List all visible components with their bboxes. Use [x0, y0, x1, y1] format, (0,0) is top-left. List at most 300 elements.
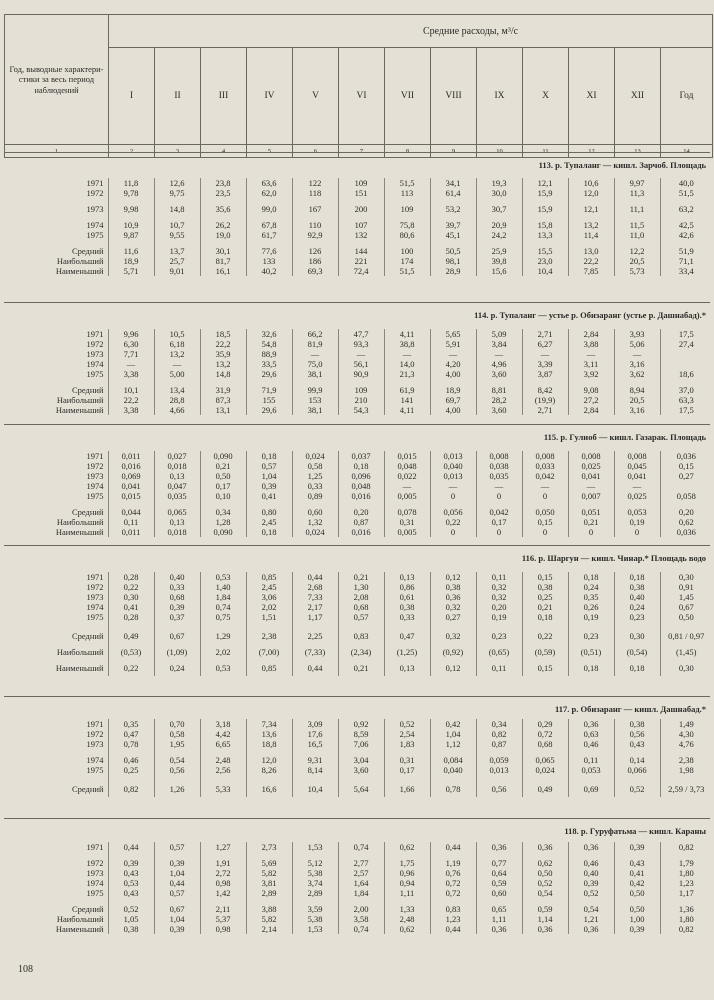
- table-cell: 3,60: [476, 405, 522, 415]
- table-cell: 1,75: [384, 858, 430, 868]
- table-cell: 0,43: [614, 858, 660, 868]
- row-label: Средний: [71, 507, 104, 517]
- table-cell: 3,09: [292, 719, 338, 729]
- table-cell: 9,97: [614, 178, 660, 188]
- table-cell: —: [338, 349, 384, 359]
- row-label: 1974: [86, 481, 104, 491]
- table-cell: 0,12: [430, 572, 476, 582]
- table-cell: 53,2: [430, 204, 476, 214]
- table-cell: 186: [292, 256, 338, 266]
- table-cell: 1,19: [430, 858, 476, 868]
- row-label: 1971: [86, 572, 104, 582]
- row-label: 1972: [86, 188, 104, 198]
- table-cell: 1,04: [154, 868, 200, 878]
- table-cell: 61,9: [384, 385, 430, 395]
- table-cell: 42,6: [660, 230, 712, 240]
- table-cell: 10,4: [522, 266, 568, 276]
- table-cell: 0,39: [246, 481, 292, 491]
- section-table: [4, 451, 712, 537]
- table-cell: 39,8: [476, 256, 522, 266]
- header-month-6: VI: [339, 48, 385, 145]
- table-cell: 0,013: [430, 451, 476, 461]
- table-cell: 51,5: [384, 266, 430, 276]
- table-cell: 0,49: [108, 628, 154, 644]
- table-row: [4, 230, 712, 240]
- table-row: [4, 178, 712, 188]
- table-cell: 0,31: [384, 755, 430, 765]
- table-cell: 0,67: [154, 904, 200, 914]
- table-cell: 3,74: [292, 878, 338, 888]
- table-cell: 4,11: [384, 405, 430, 415]
- table-cell: 40,2: [246, 266, 292, 276]
- header-month-11: XI: [569, 48, 615, 145]
- table-cell: 0,045: [614, 461, 660, 471]
- header-month-4: IV: [247, 48, 293, 145]
- table-cell: (1,09): [154, 644, 200, 660]
- row-label: Наибольший: [56, 395, 104, 405]
- row-label: 1972: [86, 461, 104, 471]
- table-cell: 0,040: [430, 765, 476, 775]
- table-cell: 0,43: [108, 888, 154, 898]
- table-cell: —: [292, 349, 338, 359]
- table-cell: 0,50: [200, 471, 246, 481]
- table-cell: 11,3: [614, 188, 660, 198]
- table-cell: 0,35: [568, 592, 614, 602]
- row-label: Наименьший: [55, 405, 104, 415]
- table-cell: 3,60: [476, 369, 522, 379]
- table-cell: 87,3: [200, 395, 246, 405]
- table-cell: 0,75: [200, 612, 246, 622]
- table-row: [4, 878, 712, 888]
- row-label: 1972: [86, 339, 104, 349]
- table-cell: 22,2: [568, 256, 614, 266]
- table-cell: 3,59: [292, 904, 338, 914]
- table-cell: 0,24: [614, 602, 660, 612]
- table-row: [4, 369, 712, 379]
- table-cell: 11,8: [108, 178, 154, 188]
- table-cell: 0,053: [568, 765, 614, 775]
- row-label: 1974: [86, 878, 104, 888]
- table-cell: 3,60: [338, 765, 384, 775]
- table-cell: 18,8: [246, 739, 292, 749]
- table-cell: 0,015: [384, 451, 430, 461]
- table-cell: 0,78: [108, 739, 154, 749]
- table-cell: 0,61: [384, 592, 430, 602]
- table-cell: 42,5: [660, 220, 712, 230]
- table-cell: 0,78: [430, 781, 476, 797]
- table-cell: 0,23: [568, 628, 614, 644]
- table-cell: 0,91: [660, 582, 712, 592]
- section-table: [4, 329, 712, 415]
- table-cell: 0,041: [614, 471, 660, 481]
- table-cell: 0,53: [200, 572, 246, 582]
- table-row: [4, 349, 712, 359]
- table-cell: 0,13: [154, 471, 200, 481]
- section-title: 115. р. Гулиоб — кишл. Газарак. Площадь: [543, 432, 706, 442]
- table-cell: 2,57: [338, 868, 384, 878]
- table-cell: 100: [384, 246, 430, 256]
- table-cell: 12,1: [522, 178, 568, 188]
- table-cell: 13,0: [568, 246, 614, 256]
- table-cell: 8,94: [614, 385, 660, 395]
- row-label: Средний: [71, 246, 104, 256]
- table-cell: 0,94: [384, 878, 430, 888]
- table-cell: 14,0: [384, 359, 430, 369]
- table-cell: 0,46: [108, 755, 154, 765]
- table-cell: 12,1: [568, 204, 614, 214]
- table-cell: 221: [338, 256, 384, 266]
- table-cell: 13,2: [154, 349, 200, 359]
- table-cell: 19,0: [200, 230, 246, 240]
- table-cell: 37,0: [660, 385, 712, 395]
- table-cell: —: [384, 349, 430, 359]
- table-cell: 0,65: [476, 904, 522, 914]
- table-row: [4, 644, 712, 660]
- table-row: [4, 858, 712, 868]
- table-cell: 107: [338, 220, 384, 230]
- table-cell: 0,33: [292, 481, 338, 491]
- table-cell: 0,23: [476, 628, 522, 644]
- table-cell: 61,7: [246, 230, 292, 240]
- table-cell: 0,011: [108, 527, 154, 537]
- table-cell: 3,92: [568, 369, 614, 379]
- table-cell: 0,38: [384, 602, 430, 612]
- table-cell: 3,88: [246, 904, 292, 914]
- header-col-number: 1: [5, 145, 109, 158]
- table-cell: 0,34: [200, 507, 246, 517]
- table-cell: 0,13: [384, 660, 430, 676]
- table-cell: 0,44: [292, 572, 338, 582]
- table-cell: 0,62: [660, 517, 712, 527]
- table-cell: —: [522, 481, 568, 491]
- table-row: [4, 739, 712, 749]
- row-label: Наибольший: [56, 914, 104, 924]
- table-cell: 9,96: [108, 329, 154, 339]
- table-cell: 10,6: [568, 178, 614, 188]
- table-cell: 0,10: [200, 491, 246, 501]
- table-cell: 11,4: [568, 230, 614, 240]
- table-cell: 7,71: [108, 349, 154, 359]
- table-cell: 0,43: [108, 868, 154, 878]
- row-label: 1972: [86, 858, 104, 868]
- table-cell: 0,035: [476, 471, 522, 481]
- table-cell: 1,36: [660, 904, 712, 914]
- table-cell: 9,55: [154, 230, 200, 240]
- table-cell: 0,041: [568, 471, 614, 481]
- table-row: [4, 188, 712, 198]
- table-cell: 0,25: [522, 592, 568, 602]
- table-row: [4, 582, 712, 592]
- table-cell: 15,5: [522, 246, 568, 256]
- row-label: 1971: [86, 178, 104, 188]
- table-cell: 0,44: [154, 878, 200, 888]
- table-cell: 26,2: [200, 220, 246, 230]
- table-cell: 81,9: [292, 339, 338, 349]
- table-cell: 10,7: [154, 220, 200, 230]
- table-cell: 13,7: [154, 246, 200, 256]
- table-cell: 0,58: [292, 461, 338, 471]
- table-cell: 1,32: [292, 517, 338, 527]
- table-cell: 0: [430, 527, 476, 537]
- header-col-number: 7: [339, 145, 385, 158]
- table-cell: 0,059: [476, 755, 522, 765]
- row-label: Наибольший: [56, 517, 104, 527]
- table-row: [4, 395, 712, 405]
- row-label: Наименьший: [55, 527, 104, 537]
- table-cell: 109: [338, 178, 384, 188]
- header-month-9: IX: [477, 48, 523, 145]
- table-cell: 0,23: [614, 612, 660, 622]
- table-cell: 0,21: [200, 461, 246, 471]
- table-cell: 77,6: [246, 246, 292, 256]
- table-cell: 0,54: [154, 755, 200, 765]
- table-cell: 0,18: [338, 461, 384, 471]
- table-cell: (19,9): [522, 395, 568, 405]
- table-cell: 6,27: [522, 339, 568, 349]
- table-cell: 54,8: [246, 339, 292, 349]
- table-cell: 0,11: [476, 660, 522, 676]
- table-cell: 63,2: [660, 204, 712, 214]
- table-cell: 0,32: [476, 592, 522, 602]
- row-label: 1973: [86, 592, 104, 602]
- table-cell: 3,58: [338, 914, 384, 924]
- table-cell: 0,22: [430, 517, 476, 527]
- table-cell: 3,81: [246, 878, 292, 888]
- table-cell: 2,77: [338, 858, 384, 868]
- table-cell: 0,72: [522, 729, 568, 739]
- table-cell: 1,05: [108, 914, 154, 924]
- header-stub: Год, выводные характери-стики за весь период наблюдений: [5, 15, 109, 145]
- table-cell: 0,008: [568, 451, 614, 461]
- table-cell: 2,56: [200, 765, 246, 775]
- table-cell: 0,44: [430, 842, 476, 852]
- table-cell: 31,9: [200, 385, 246, 395]
- table-cell: 1,27: [200, 842, 246, 852]
- row-label: 1971: [86, 451, 104, 461]
- table-row: [4, 888, 712, 898]
- table-cell: 5,64: [338, 781, 384, 797]
- table-cell: (0,51): [568, 644, 614, 660]
- table-cell: 1,64: [338, 878, 384, 888]
- table-cell: 5,71: [108, 266, 154, 276]
- table-cell: 0: [430, 491, 476, 501]
- table-cell: 0,15: [522, 517, 568, 527]
- table-cell: (2,34): [338, 644, 384, 660]
- table-cell: 80,6: [384, 230, 430, 240]
- table-cell: 0,62: [384, 842, 430, 852]
- table-cell: 0,83: [338, 628, 384, 644]
- table-cell: 9,87: [108, 230, 154, 240]
- table-cell: 16,5: [292, 739, 338, 749]
- table-cell: 0,27: [430, 612, 476, 622]
- table-cell: 3,87: [522, 369, 568, 379]
- row-label: 1975: [86, 491, 104, 501]
- table-cell: 0,025: [568, 461, 614, 471]
- table-cell: 133: [246, 256, 292, 266]
- table-cell: 1,84: [200, 592, 246, 602]
- table-cell: 20,5: [614, 395, 660, 405]
- table-cell: 2,89: [246, 888, 292, 898]
- header-col-number: 4: [201, 145, 247, 158]
- table-cell: 0,15: [522, 660, 568, 676]
- table-cell: 3,16: [614, 405, 660, 415]
- table-cell: 1,17: [660, 888, 712, 898]
- table-cell: 0,59: [476, 878, 522, 888]
- table-cell: 0,005: [384, 491, 430, 501]
- table-cell: 0,36: [476, 842, 522, 852]
- table-cell: 3,38: [108, 405, 154, 415]
- table-cell: 1,00: [614, 914, 660, 924]
- table-cell: 63,3: [660, 395, 712, 405]
- section-divider: [4, 818, 710, 819]
- table-cell: 0,18: [246, 527, 292, 537]
- table-cell: 1,28: [200, 517, 246, 527]
- table-cell: 0: [476, 527, 522, 537]
- table-cell: 51,5: [384, 178, 430, 188]
- table-row: [4, 359, 712, 369]
- row-label: Наименьший: [55, 663, 104, 673]
- table-cell: 0: [522, 527, 568, 537]
- table-cell: 0,40: [614, 592, 660, 602]
- row-label: Средний: [71, 631, 104, 641]
- table-cell: 39,7: [430, 220, 476, 230]
- row-label: 1975: [86, 369, 104, 379]
- section-title: 116. р. Шаргун — кишл. Чинар.* Площадь водо: [521, 553, 706, 563]
- table-cell: 10,9: [108, 220, 154, 230]
- table-cell: 72,4: [338, 266, 384, 276]
- table-cell: (0,54): [614, 644, 660, 660]
- table-cell: 19,3: [476, 178, 522, 188]
- table-cell: 174: [384, 256, 430, 266]
- table-cell: 20,9: [476, 220, 522, 230]
- table-cell: 40,0: [660, 178, 712, 188]
- table-row: [4, 507, 712, 517]
- table-cell: 0,007: [568, 491, 614, 501]
- table-cell: 0,058: [660, 491, 712, 501]
- table-cell: 1,11: [476, 914, 522, 924]
- table-row: [4, 602, 712, 612]
- header-col-number: 2: [109, 145, 155, 158]
- table-cell: 13,3: [522, 230, 568, 240]
- table-cell: 4,96: [476, 359, 522, 369]
- table-cell: 0,68: [522, 739, 568, 749]
- table-row: [4, 660, 712, 676]
- table-cell: 0,44: [108, 842, 154, 852]
- table-cell: 0,024: [292, 527, 338, 537]
- table-cell: 28,2: [476, 395, 522, 405]
- table-cell: 0,60: [476, 888, 522, 898]
- row-label: 1973: [86, 739, 104, 749]
- table-cell: 126: [292, 246, 338, 256]
- table-cell: 4,42: [200, 729, 246, 739]
- table-cell: 0,85: [246, 660, 292, 676]
- table-cell: 0,090: [200, 451, 246, 461]
- table-cell: 0,38: [522, 582, 568, 592]
- table-cell: 0: [614, 527, 660, 537]
- table-cell: 14,8: [200, 369, 246, 379]
- table-row: [4, 385, 712, 395]
- table-cell: 9,75: [154, 188, 200, 198]
- table-cell: 0,11: [476, 572, 522, 582]
- table-cell: 27,4: [660, 339, 712, 349]
- table-cell: 7,34: [246, 719, 292, 729]
- row-label: 1973: [86, 204, 104, 214]
- table-cell: 0,49: [522, 781, 568, 797]
- table-cell: 0,38: [430, 582, 476, 592]
- table-cell: 0,18: [522, 612, 568, 622]
- table-cell: 0,15: [660, 461, 712, 471]
- row-label: 1975: [86, 230, 104, 240]
- table-cell: 0,69: [568, 781, 614, 797]
- table-cell: 5,38: [292, 868, 338, 878]
- table-row: [4, 755, 712, 765]
- table-row: [4, 628, 712, 644]
- table-cell: 0,022: [384, 471, 430, 481]
- row-label: 1975: [86, 888, 104, 898]
- table-cell: —: [522, 349, 568, 359]
- table-cell: 3,88: [568, 339, 614, 349]
- table-cell: 0,016: [338, 491, 384, 501]
- table-cell: 0,37: [154, 612, 200, 622]
- table-cell: 1,04: [154, 914, 200, 924]
- table-cell: 0,033: [522, 461, 568, 471]
- table-cell: 0,018: [154, 527, 200, 537]
- table-cell: 141: [384, 395, 430, 405]
- table-cell: 0,64: [476, 868, 522, 878]
- table-cell: 0,027: [154, 451, 200, 461]
- row-label: 1974: [86, 220, 104, 230]
- table-cell: 0,041: [108, 481, 154, 491]
- table-cell: 0,29: [522, 719, 568, 729]
- table-cell: 2,14: [246, 924, 292, 934]
- table-cell: 0,82: [660, 924, 712, 934]
- table-row: [4, 842, 712, 852]
- table-cell: 6,18: [154, 339, 200, 349]
- table-cell: 63,6: [246, 178, 292, 188]
- table-cell: 1,25: [292, 471, 338, 481]
- table-cell: 0,20: [338, 507, 384, 517]
- table-cell: 62,0: [246, 188, 292, 198]
- table-cell: 12,6: [154, 178, 200, 188]
- table-cell: 0,56: [614, 729, 660, 739]
- table-cell: 0,035: [154, 491, 200, 501]
- table-row: [4, 517, 712, 527]
- table-cell: 2,72: [200, 868, 246, 878]
- table-cell: 11,0: [614, 230, 660, 240]
- table-cell: 0,44: [292, 660, 338, 676]
- table-cell: 0,008: [614, 451, 660, 461]
- table-cell: 0,39: [154, 602, 200, 612]
- table-cell: 0,39: [614, 924, 660, 934]
- table-cell: 0,40: [568, 868, 614, 878]
- table-cell: 5,06: [614, 339, 660, 349]
- table-row: [4, 329, 712, 339]
- table-cell: 0,57: [338, 612, 384, 622]
- table-cell: 0,13: [384, 572, 430, 582]
- table-cell: 67,8: [246, 220, 292, 230]
- table-cell: 23,5: [200, 188, 246, 198]
- table-cell: 0,084: [430, 755, 476, 765]
- table-cell: 0,62: [384, 924, 430, 934]
- table-cell: 23,0: [522, 256, 568, 266]
- table-cell: 109: [384, 204, 430, 214]
- table-cell: 98,1: [430, 256, 476, 266]
- table-cell: 3,38: [108, 369, 154, 379]
- table-cell: 5,65: [430, 329, 476, 339]
- table-cell: 0,47: [384, 628, 430, 644]
- header-col-number: 9: [431, 145, 477, 158]
- table-cell: 71,1: [660, 256, 712, 266]
